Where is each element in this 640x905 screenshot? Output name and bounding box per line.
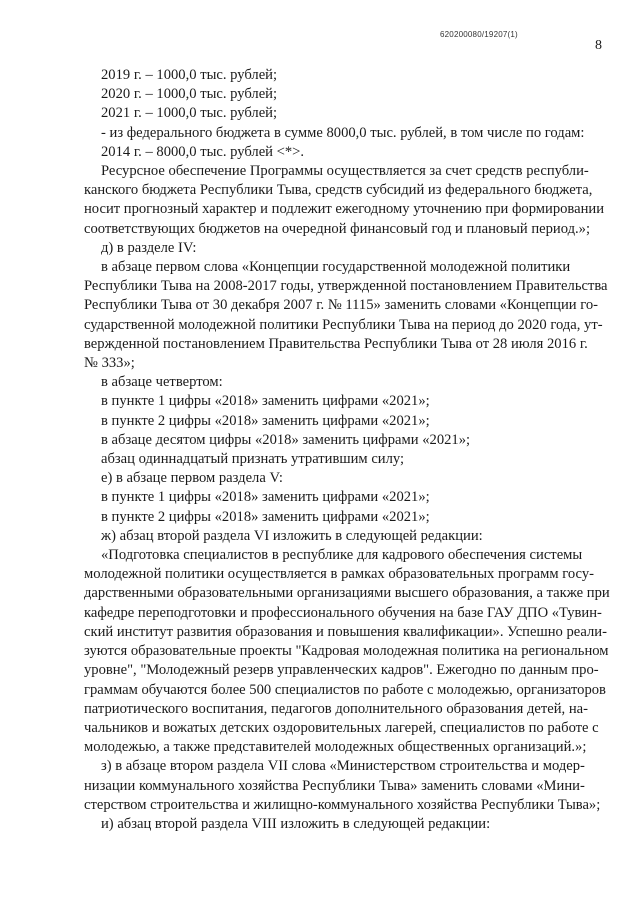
text-line: в пункте 1 цифры «2018» заменить цифрами «2021»;: [101, 393, 430, 410]
text-line: молодежью, а также представителей молодежных общественных организаций.»;: [84, 739, 587, 756]
text-line: д) в разделе IV:: [101, 239, 197, 256]
text-line: - из федерального бюджета в сумме 8000,0 тыс. рублей, в том числе по годам:: [101, 124, 585, 141]
text-line: канского бюджета Республики Тыва, средств субсидий из федерального бюджета,: [84, 182, 593, 199]
text-line: 2020 г. – 1000,0 тыс. рублей;: [101, 86, 278, 103]
text-line: 2021 г. – 1000,0 тыс. рублей;: [101, 105, 278, 122]
page-number: 8: [595, 38, 602, 53]
text-line: носит прогнозный характер и подлежит ежегодному уточнению при формировании: [84, 201, 605, 218]
text-line: соответствующих бюджетов на очередной финансовый год и плановый период.»;: [84, 220, 591, 237]
text-line: 2014 г. – 8000,0 тыс. рублей <*>.: [101, 143, 305, 160]
text-line: в абзаце четвертом:: [101, 374, 223, 391]
text-line: з) в абзаце втором раздела VII слова «Министерством строительства и модер-: [101, 758, 585, 775]
text-line: патриотического воспитания, педагогов дополнительного образования детей, на-: [84, 700, 588, 717]
text-line: Республики Тыва на 2008-2017 годы, утвержденной постановлением Правительства: [84, 278, 608, 295]
text-line: Республики Тыва от 30 декабря 2007 г. № 1115» заменить словами «Концепции го-: [84, 297, 599, 314]
text-line: уровне", "Молодежный резерв управленческих кадров". Ежегодно по данным про-: [84, 662, 599, 679]
text-line: вержденной постановлением Правительства Республики Тыва от 28 июля 2016 г.: [84, 335, 588, 352]
text-line: ж) абзац второй раздела VI изложить в следующей редакции:: [101, 527, 483, 544]
text-line: зуются образовательные проекты "Кадровая молодежная политика на региональном: [84, 643, 609, 660]
text-line: низации коммунального хозяйства Республики Тыва» заменить словами «Мини-: [84, 777, 585, 794]
document-body: [84, 66, 612, 834]
document-code: 620200080/19207(1): [440, 30, 518, 39]
text-line: в пункте 1 цифры «2018» заменить цифрами «2021»;: [101, 489, 430, 506]
text-line: в абзаце десятом цифры «2018» заменить цифрами «2021»;: [101, 431, 471, 448]
text-line: № 333»;: [84, 355, 135, 372]
text-line: е) в абзаце первом раздела V:: [101, 470, 283, 487]
text-line: Ресурсное обеспечение Программы осуществляется за счет средств республи-: [101, 163, 589, 180]
text-line: «Подготовка специалистов в республике для кадрового обеспечения системы: [101, 547, 583, 564]
text-line: абзац одиннадцатый признать утратившим силу;: [101, 451, 405, 468]
text-line: молодежной политики осуществляется в рамках образовательных программ госу-: [84, 566, 595, 583]
text-line: чальников и вожатых детских оздоровительных лагерей, специалистов по работе с: [84, 719, 599, 736]
text-line: дарственными образовательными организациями высшего образования, а также при: [84, 585, 610, 602]
text-line: и) абзац второй раздела VIII изложить в следующей редакции:: [101, 815, 491, 832]
text-line: ский институт развития образования и повышения квалификации». Успешно реали-: [84, 623, 607, 640]
text-line: стерством строительства и жилищно-коммунального хозяйства Республики Тыва»;: [84, 796, 601, 813]
text-line: кафедре переподготовки и профессионального обучения на базе ГАУ ДПО «Тувин-: [84, 604, 602, 621]
text-line: в пункте 2 цифры «2018» заменить цифрами «2021»;: [101, 412, 430, 429]
text-line: 2019 г. – 1000,0 тыс. рублей;: [101, 67, 278, 83]
text-line: в пункте 2 цифры «2018» заменить цифрами «2021»;: [101, 508, 430, 525]
text-line: сударственной молодежной политики Республики Тыва на период до 2020 года, ут-: [84, 316, 603, 333]
text-line: граммам обучаются более 500 специалистов по работе с молодежью, организаторов: [84, 681, 606, 698]
text-line: в абзаце первом слова «Концепции государственной молодежной политики: [101, 259, 571, 276]
